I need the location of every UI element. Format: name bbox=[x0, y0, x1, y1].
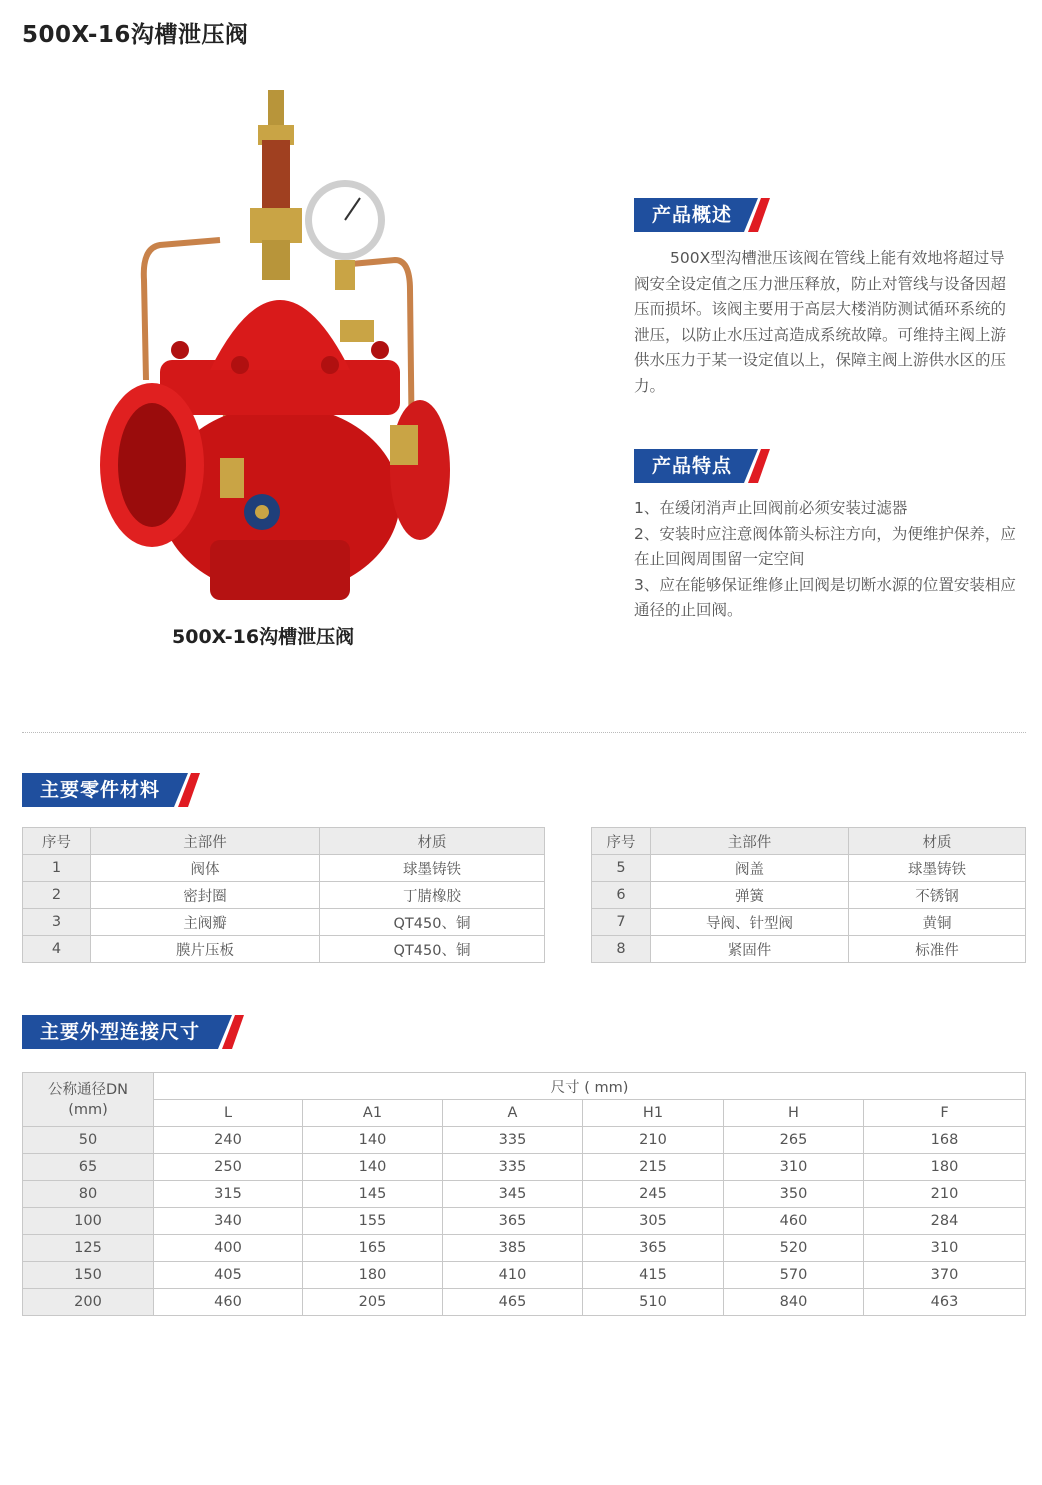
table-row: 125 400 165 385 365 520 310 bbox=[23, 1235, 1026, 1262]
table-row: 5 阀盖 球墨铸铁 bbox=[592, 855, 1026, 882]
dimensions-table bbox=[22, 1072, 1026, 1316]
col-header: 材质 bbox=[320, 828, 545, 855]
dimensions-heading-badge bbox=[22, 1015, 244, 1049]
table-row: 1 阀体 球墨铸铁 bbox=[23, 855, 545, 882]
materials-heading: 主要零件材料 bbox=[40, 779, 161, 801]
col-header: F bbox=[864, 1100, 1026, 1127]
table-row: 2 密封圈 丁腈橡胶 bbox=[23, 882, 545, 909]
col-header: 主部件 bbox=[651, 828, 849, 855]
features-list bbox=[634, 496, 1020, 624]
overview-heading-badge bbox=[634, 198, 770, 232]
materials-table-right bbox=[591, 827, 1026, 963]
materials-heading-badge bbox=[22, 773, 200, 807]
col-header: 序号 bbox=[23, 828, 91, 855]
table-row: 7 导阀、针型阀 黄铜 bbox=[592, 909, 1026, 936]
col-header: A1 bbox=[303, 1100, 443, 1127]
table-row: 200 460 205 465 510 840 463 bbox=[23, 1289, 1026, 1316]
section-divider bbox=[22, 732, 1026, 733]
col-header: 材质 bbox=[849, 828, 1026, 855]
col-header: 主部件 bbox=[91, 828, 320, 855]
table-row: 4 膜片压板 QT450、铜 bbox=[23, 936, 545, 963]
dimensions-heading: 主要外型连接尺寸 bbox=[40, 1021, 201, 1043]
col-header: L bbox=[154, 1100, 303, 1127]
page-title: 500X-16沟槽泄压阀 bbox=[22, 22, 249, 48]
table-row: 80 315 145 345 245 350 210 bbox=[23, 1181, 1026, 1208]
feature-item: 1、在缓闭消声止回阀前必须安装过滤器 bbox=[634, 499, 908, 517]
table-row: 100 340 155 365 305 460 284 bbox=[23, 1208, 1026, 1235]
features-heading-badge bbox=[634, 449, 770, 483]
feature-item: 2、安装时应注意阀体箭头标注方向，为便维护保养，应在止回阀周围留一定空间 bbox=[634, 524, 1016, 568]
table-row: 150 405 180 410 415 570 370 bbox=[23, 1262, 1026, 1289]
overview-text: 500X型沟槽泄压该阀在管线上能有效地将超过导阀安全设定值之压力泄压释放，防止对管线与设备因超压而损坏。该阀主要用于高层大楼消防测试循环系统的泄压，以防止水压过高造成系统故障。可维持主阀上游供水压力于某一设定值以上，保障主阀上游供水区的压力。 bbox=[634, 249, 1007, 395]
col-header: 序号 bbox=[592, 828, 651, 855]
valve-illustration bbox=[90, 80, 470, 600]
materials-table-left bbox=[22, 827, 545, 963]
col-header: H1 bbox=[583, 1100, 724, 1127]
table-row: 6 弹簧 不锈钢 bbox=[592, 882, 1026, 909]
feature-item: 3、应在能够保证维修止回阀是切断水源的位置安装相应通径的止回阀。 bbox=[634, 575, 1016, 619]
col-header: H bbox=[724, 1100, 864, 1127]
features-heading: 产品特点 bbox=[652, 455, 733, 477]
table-row: 65 250 140 335 215 310 180 bbox=[23, 1154, 1026, 1181]
table-row: 50 240 140 335 210 265 168 bbox=[23, 1127, 1026, 1154]
col-header: A bbox=[443, 1100, 583, 1127]
overview-heading: 产品概述 bbox=[652, 204, 733, 226]
dn-header: 公称通径DN (mm) bbox=[23, 1073, 154, 1127]
size-group-header: 尺寸 ( mm) bbox=[154, 1073, 1026, 1100]
product-caption: 500X-16沟槽泄压阀 bbox=[172, 626, 355, 648]
table-row: 3 主阀瓣 QT450、铜 bbox=[23, 909, 545, 936]
table-row: 8 紧固件 标准件 bbox=[592, 936, 1026, 963]
